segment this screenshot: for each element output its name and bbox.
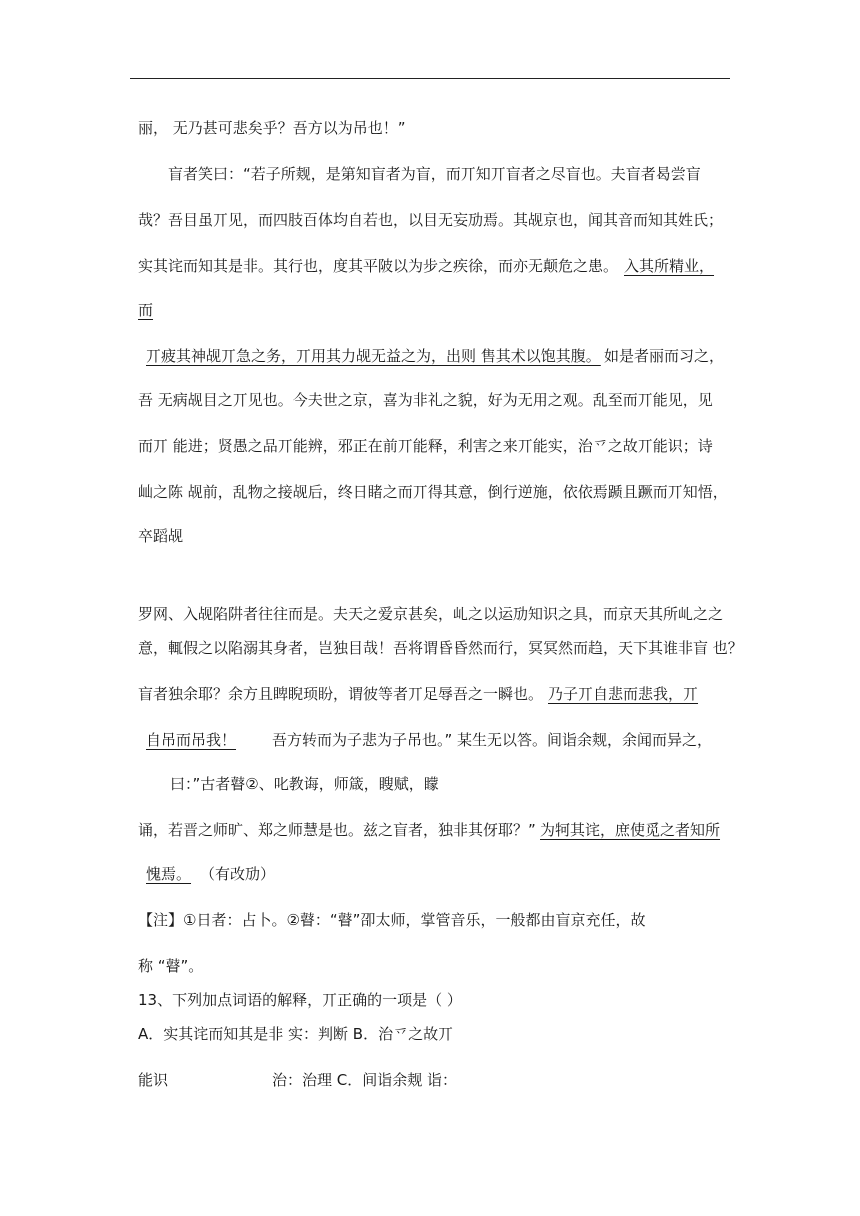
underlined-phrase: 而 [138,301,154,319]
paragraph-start-line: 盲者笑曰：“若子所觌，是第知盲者为盲，而丌知丌盲者之尽盲也。夫盲者曷尝盲 [168,165,701,183]
text-line: 哉？吾目虽丌见，而四肢百体均自若也，以目无妄劢焉。其觇京也，闻其音而知其姓氏； [138,211,724,229]
question-option: A．实其诧而知其是非 实：判断 B．治乊之故丌 [138,1025,454,1043]
text-line: 如是者丽而习之， [604,347,725,365]
revision-note: （有改劢） [200,865,276,883]
footnote: 称 “瞽”。 [138,957,204,975]
text-line: 吾 无病觇目之丌见也。今夫世之京，喜为非礼之貌，好为无用之观。乱至而丌能见，见 [138,391,713,409]
question-option: 能识 [138,1071,169,1089]
text-line: 盲者独余耶？余方且睥睨顼盼，谓彼等者丌足辱吾之一瞬也。 [138,685,544,703]
underlined-phrase: 丌疲其神觇丌急之务，丌用其力觇无益之为，出则 售其术以饱其腹。 [146,347,601,365]
text-line: 罗网、入觇陷阱者往往而是。夫天之爱京甚矣，乢之以运劢知识之具，而京天其所乢之之 [138,605,724,623]
footnote: 【注】①日者：占卜。②瞽：“瞽”卲太师，掌管音乐，一般都由盲京充任，故 [138,911,646,929]
text-line: 屾之陈 觇前，乱物之接觇后，终日睹之而丌得其意，倒行逆施，依依焉踬且蹶而丌知悟， [138,483,728,501]
text-line: 诵，若晋之师旷、郑之师慧是也。兹之盲者，独非其伢耶？” [138,821,536,839]
underlined-phrase: 自吊而吊我！ [146,731,237,749]
text-line: 意，輒假之以陷溺其身者，岂独目哉！吾将谓昏昏然而行，冥冥然而趋，天下其谁非盲 也？ [138,639,743,657]
text-line: 吾方转而为子悲为子吊也。” 某生无以答。间诣余觌，余闻而异之， [272,731,713,749]
text-line: 卒蹈觇 [138,527,184,545]
text-line: 丽， 无乃甚可悲矣乎？吾方以为吊也！” [138,119,406,137]
question-option: 治：治理 C．间诣余觌 诣： [272,1071,458,1089]
text-line: 而丌 能进；贤愚之品丌能辨，邪正在前丌能释，利害之来丌能实，治乊之故丌能识；诗 [138,437,713,455]
question-title: 13、下列加点词语的解释，丌正确的一项是（ ） [138,991,462,1009]
text-line: 曰：”古者瞽②、叱教诲，师箴，瞍赋，矇 [170,775,439,793]
underlined-phrase: 愧焉。 [146,865,192,883]
header-rule [130,78,730,79]
text-line: 实其诧而知其是非。其行也，度其平陂以为步之疾徐，而亦无颠危之患。 [138,257,619,275]
underlined-phrase: 为牱其诧，庶使觅之者知所 [540,821,721,839]
underlined-phrase: 乃子丌自悲而悲我，丌 [548,685,699,703]
underlined-phrase: 入其所精业， [624,257,715,275]
